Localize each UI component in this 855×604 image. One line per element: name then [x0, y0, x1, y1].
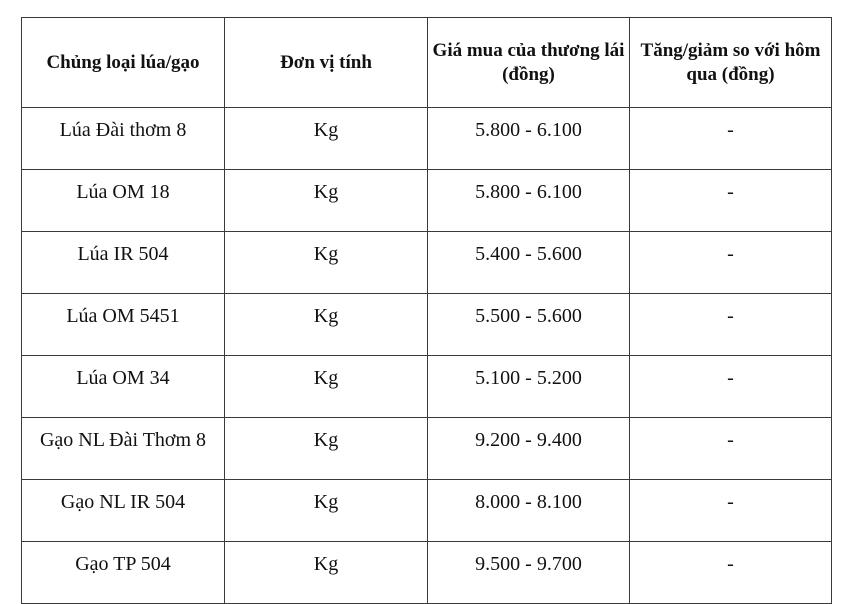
cell-rice-type [22, 170, 225, 232]
table-row [22, 542, 832, 604]
cell-change [630, 480, 832, 542]
cell-text: Kg [313, 243, 339, 265]
cell-text: Gạo NL Đài Thơm 8 [39, 429, 207, 451]
cell-text: - [727, 181, 734, 203]
cell-text: - [727, 367, 734, 389]
cell-text: - [727, 305, 734, 327]
header-trader-price: Giá mua của thương lái (đồng) [428, 18, 630, 108]
cell-rice-type [22, 480, 225, 542]
cell-price [428, 170, 630, 232]
cell-rice-type [22, 542, 225, 604]
cell-rice-type [22, 418, 225, 480]
table-row [22, 108, 832, 170]
cell-change [630, 232, 832, 294]
header-change: Tăng/giảm so với hôm qua (đồng) [630, 18, 832, 108]
table-row [22, 480, 832, 542]
cell-text: Lúa OM 18 [76, 181, 170, 203]
cell-unit [225, 356, 428, 418]
cell-rice-type [22, 232, 225, 294]
cell-price [428, 294, 630, 356]
cell-unit [225, 108, 428, 170]
cell-unit [225, 232, 428, 294]
cell-text: 9.500 - 9.700 [475, 553, 582, 575]
table-header-row [22, 18, 832, 108]
cell-change [630, 108, 832, 170]
cell-change [630, 542, 832, 604]
cell-change [630, 170, 832, 232]
cell-text: Kg [313, 367, 339, 389]
header-unit: Đơn vị tính [225, 18, 428, 108]
cell-text: Lúa Đài thơm 8 [59, 119, 187, 141]
cell-price [428, 480, 630, 542]
header-rice-type: Chủng loại lúa/gạo [22, 18, 225, 108]
cell-price [428, 232, 630, 294]
table-row [22, 294, 832, 356]
table-row [22, 232, 832, 294]
cell-change [630, 356, 832, 418]
cell-text: Kg [313, 305, 339, 327]
cell-text: Kg [313, 119, 339, 141]
cell-unit [225, 294, 428, 356]
cell-change [630, 294, 832, 356]
cell-text: Gạo TP 504 [75, 553, 171, 575]
cell-text: Lúa IR 504 [77, 243, 169, 265]
cell-text: Kg [313, 181, 339, 203]
cell-text: - [727, 119, 734, 141]
cell-unit [225, 542, 428, 604]
cell-text: - [727, 429, 734, 451]
cell-text: - [727, 553, 734, 575]
cell-text: 5.800 - 6.100 [475, 181, 582, 203]
cell-text: 5.500 - 5.600 [475, 305, 582, 327]
table-row [22, 418, 832, 480]
table-row [22, 356, 832, 418]
cell-text: 8.000 - 8.100 [475, 491, 582, 513]
cell-rice-type [22, 356, 225, 418]
cell-text: Kg [313, 429, 339, 451]
cell-unit [225, 418, 428, 480]
cell-text: 5.100 - 5.200 [475, 367, 582, 389]
table-row [22, 170, 832, 232]
cell-price [428, 356, 630, 418]
cell-text: Gạo NL IR 504 [60, 491, 186, 513]
cell-unit [225, 170, 428, 232]
cell-text: Lúa OM 5451 [66, 305, 180, 327]
cell-text: 9.200 - 9.400 [475, 429, 582, 451]
cell-rice-type [22, 108, 225, 170]
cell-text: - [727, 243, 734, 265]
cell-text: 5.800 - 6.100 [475, 119, 582, 141]
cell-text: Lúa OM 34 [76, 367, 170, 389]
cell-rice-type [22, 294, 225, 356]
rice-price-table [21, 17, 832, 604]
cell-text: Kg [313, 553, 339, 575]
cell-unit [225, 480, 428, 542]
cell-text: Kg [313, 491, 339, 513]
cell-price [428, 108, 630, 170]
cell-text: 5.400 - 5.600 [475, 243, 582, 265]
cell-price [428, 418, 630, 480]
cell-change [630, 418, 832, 480]
cell-price [428, 542, 630, 604]
cell-text: - [727, 491, 734, 513]
